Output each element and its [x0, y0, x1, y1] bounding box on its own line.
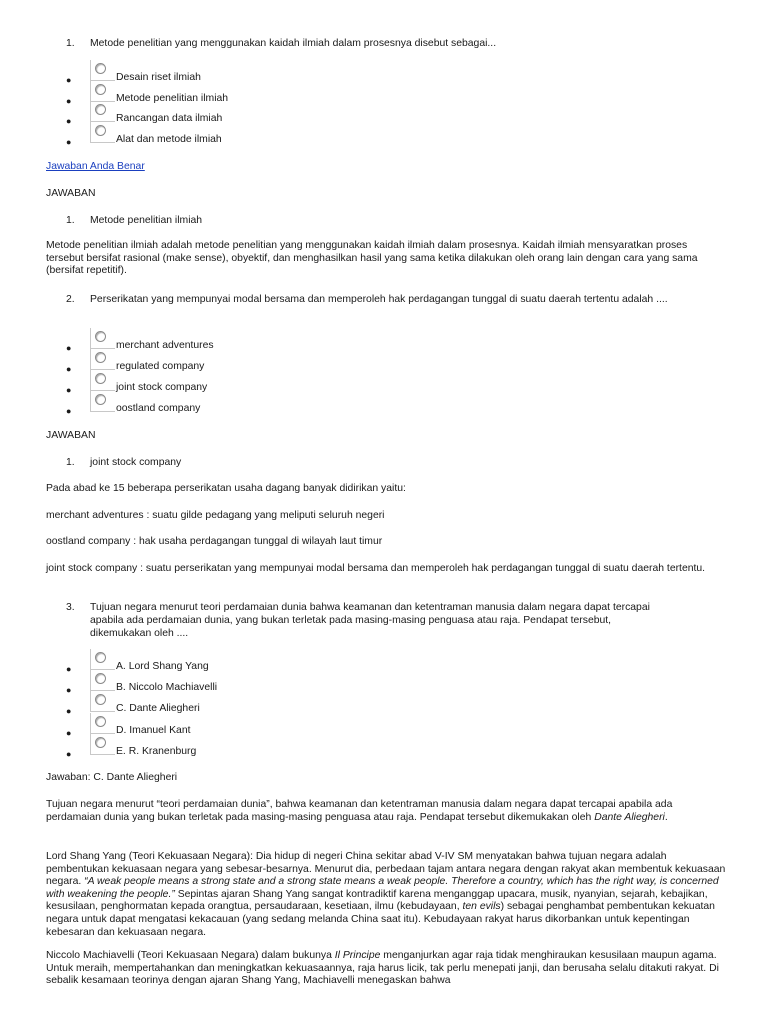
radio-button[interactable] — [90, 691, 115, 712]
answer-3: Jawaban: C. Dante Aliegheri — [46, 772, 178, 783]
radio-circle-icon — [95, 63, 106, 74]
explanation-3-intro — [46, 799, 726, 824]
bullet-icon: ● — [66, 728, 72, 738]
radio-button[interactable] — [90, 122, 115, 143]
explanation-text: Niccolo Machiavelli (Teori Kekuasaan Negara) dalam bukunya — [46, 950, 335, 961]
answer-heading: JAWABAN — [46, 188, 96, 199]
radio-circle-icon — [95, 125, 106, 136]
explanation-text: Sepintas ajaran Shang Yang sangat kontradiktif karena menganggap upacara, musik, nyanyian, sejarah, kebajikan, kesusilaan, penghormatan kepada orangtua, persaudaraan, kesetiaan, ilmu (kebudayaan, — [46, 888, 708, 913]
bullet-icon: ● — [66, 137, 72, 147]
answer-text: Metode penelitian ilmiah — [90, 215, 203, 226]
explanation-2-jointstock: joint stock company : suatu perserikatan yang mempunyai modal bersama dan memperoleh hak perdagangan tunggal di suatu daerah tertentu. — [46, 563, 706, 574]
option-label: D. Imanuel Kant — [116, 725, 191, 736]
radio-button[interactable] — [90, 734, 115, 755]
explanation-2-merchant: merchant adventures : suatu gilde pedagang yang meliputi seluruh negeri — [46, 510, 385, 521]
question-number: 1. — [66, 38, 75, 49]
radio-circle-icon — [95, 716, 106, 727]
explanation-quote: “A weak people means a strong state and a strong state means a weak people. Therefore a country, which has the right way, is concerned with weakening the people.” — [46, 876, 719, 900]
radio-circle-icon — [95, 394, 106, 405]
answer-number: 1. — [66, 457, 75, 468]
radio-button[interactable] — [90, 349, 115, 370]
explanation-3-shang-yang — [46, 851, 726, 939]
option-label: Alat dan metode ilmiah — [116, 134, 222, 145]
bullet-icon: ● — [66, 385, 72, 395]
question-text: Perserikatan yang mempunyai modal bersama dan memperoleh hak perdagangan tunggal di suatu daerah tertentu adalah .... — [90, 294, 668, 305]
option-label: E. R. Kranenburg — [116, 746, 197, 757]
bullet-icon: ● — [66, 116, 72, 126]
radio-circle-icon — [95, 373, 106, 384]
option-label: C. Dante Aliegheri — [116, 703, 200, 714]
answer-heading: JAWABAN — [46, 430, 96, 441]
radio-button[interactable] — [90, 81, 115, 102]
bullet-icon: ● — [66, 343, 72, 353]
feedback-link[interactable]: Jawaban Anda Benar — [46, 161, 145, 172]
explanation-2-intro: Pada abad ke 15 beberapa perserikatan usaha dagang banyak didirikan yaitu: — [46, 483, 406, 494]
question-number: 2. — [66, 294, 75, 305]
option-label: Rancangan data ilmiah — [116, 113, 223, 124]
option-label: Metode penelitian ilmiah — [116, 93, 229, 104]
radio-circle-icon — [95, 104, 106, 115]
option-label: regulated company — [116, 361, 205, 372]
radio-circle-icon — [95, 673, 106, 684]
radio-circle-icon — [95, 652, 106, 663]
radio-button[interactable] — [90, 60, 115, 81]
option-label: oostland company — [116, 403, 201, 414]
bullet-icon: ● — [66, 364, 72, 374]
bullet-icon: ● — [66, 664, 72, 674]
explanation-italic-term: ten evils — [462, 901, 501, 913]
explanation-author: Dante Aliegheri — [594, 811, 665, 823]
radio-button[interactable] — [90, 649, 115, 670]
radio-button[interactable] — [90, 370, 115, 391]
option-label: joint stock company — [116, 382, 208, 393]
radio-button[interactable] — [90, 670, 115, 691]
radio-button[interactable] — [90, 328, 115, 349]
option-label: B. Niccolo Machiavelli — [116, 682, 218, 693]
radio-button[interactable] — [90, 713, 115, 734]
radio-circle-icon — [95, 84, 106, 95]
option-label: A. Lord Shang Yang — [116, 661, 209, 672]
bullet-icon: ● — [66, 406, 72, 416]
question-text: Metode penelitian yang menggunakan kaidah ilmiah dalam prosesnya disebut sebagai... — [90, 38, 497, 49]
radio-circle-icon — [95, 331, 106, 342]
explanation-text: Tujuan negara menurut “teori perdamaian dunia”, bahwa keamanan dan ketentraman manusia dalam negara dapat tercapai apabila ada perdamaian dunia yang bukan terletak pada masing-masing penguasa atau raja. Pendapat tersebut dikemukakan oleh — [46, 799, 673, 823]
question-text: Tujuan negara menurut teori perdamaian dunia bahwa keamanan dan ketentraman manusia dalam negara dapat tercapai apabila ada perdamaian dunia, yang bukan terletak pada masing-masing penguasa atau raja. Pendapat tersebut, dikemukakan oleh .... — [90, 602, 650, 639]
answer-number: 1. — [66, 215, 75, 226]
option-label: merchant adventures — [116, 340, 214, 351]
radio-circle-icon — [95, 352, 106, 363]
radio-circle-icon — [95, 694, 106, 705]
radio-circle-icon — [95, 737, 106, 748]
explanation-3-machiavelli — [46, 950, 726, 988]
explanation-text: ) sebagai penghambat pembentukan kekuatan negara untuk dapat mengatasi kekacauan (yang sedang melanda China saat itu). Kebudayaan rakyat harus dikorbankan untuk kepentingan kebesaran dan kekuasaan negara. — [46, 901, 715, 938]
explanation-end: . — [664, 811, 668, 823]
bullet-icon: ● — [66, 685, 72, 695]
bullet-icon: ● — [66, 706, 72, 716]
bullet-icon: ● — [66, 75, 72, 85]
bullet-icon: ● — [66, 749, 72, 759]
explanation-text: Lord Shang Yang (Teori Kekuasaan Negara): Dia hidup di negeri China sekitar abad V-IV SM menyatakan bahwa tujuan negara adalah pembentukan kekuasaan negara yang sebesar-besarnya. Menurut dia, perbedaan tajam antara negara dengan rakyat akan membentuk kekuasaan negara. — [46, 851, 726, 888]
explanation-book-title: Il Principe — [334, 950, 381, 961]
explanation-1: Metode penelitian ilmiah adalah metode penelitian yang menggunakan kaidah ilmiah dalam prosesnya. Kaidah ilmiah mensyaratkan proses tersebut bersifat rasional (make sense), obyektif, dan menghasilkan hasil yang sama ketika dilakukan oleh orang lain dengan cara yang sama (bersifat repetitif). — [46, 240, 698, 277]
explanation-text: menganjurkan agar raja tidak menghiraukan kesusilaan maupun agama. Untuk meraih, mempertahankan dan meningkatkan kekuasaannya, raja harus licik, tak perlu menepati janji, dan berusaha selalu ditakuti rakyat. Di sebalik kesamaan teorinya dengan ajaran Shang Yang, Machiavelli menegaskan bahwa — [46, 950, 719, 987]
option-label: Desain riset ilmiah — [116, 72, 201, 83]
question-number: 3. — [66, 602, 75, 613]
bullet-icon: ● — [66, 96, 72, 106]
radio-button[interactable] — [90, 391, 115, 412]
answer-text: joint stock company — [90, 457, 182, 468]
radio-button[interactable] — [90, 101, 115, 122]
explanation-2-oostland: oostland company : hak usaha perdagangan tunggal di wilayah laut timur — [46, 536, 383, 547]
